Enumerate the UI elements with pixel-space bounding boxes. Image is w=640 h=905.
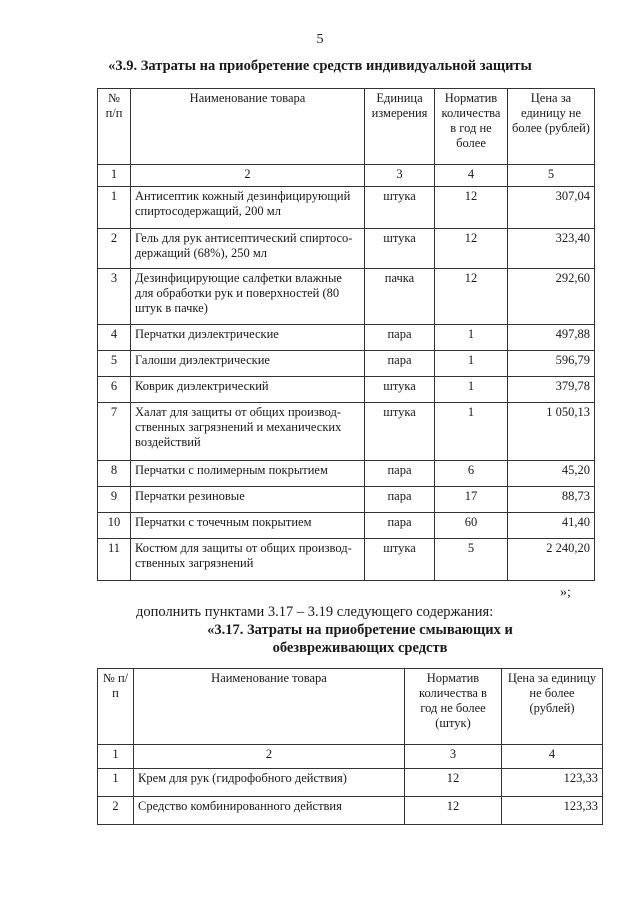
product-name: Галоши диэлектрические bbox=[131, 351, 365, 377]
unit: штука bbox=[365, 403, 435, 461]
ppe-costs-table bbox=[97, 88, 595, 581]
row-number: 2 bbox=[98, 797, 134, 825]
table-header-row bbox=[98, 89, 595, 165]
product-name: Средство комбинированного действия bbox=[134, 797, 405, 825]
product-name: Перчатки резиновые bbox=[131, 487, 365, 513]
norm: 12 bbox=[435, 187, 508, 229]
product-name: Гель для рук антисептический спиртосо-держащий (68%), 250 мл bbox=[131, 229, 365, 269]
price: 379,78 bbox=[508, 377, 595, 403]
row-number: 5 bbox=[98, 351, 131, 377]
index-cell: 5 bbox=[508, 165, 595, 187]
price: 497,88 bbox=[508, 325, 595, 351]
price: 123,33 bbox=[502, 797, 603, 825]
unit: пара bbox=[365, 351, 435, 377]
unit: пара bbox=[365, 461, 435, 487]
table-row bbox=[98, 377, 595, 403]
row-number: 8 bbox=[98, 461, 131, 487]
table-row bbox=[98, 351, 595, 377]
header-norm: Норматив количества в год не более (штук) bbox=[405, 669, 502, 745]
price: 307,04 bbox=[508, 187, 595, 229]
section-3-9-title: «3.9. Затраты на приобретение средств индивидуальной защиты bbox=[108, 58, 532, 74]
norm: 5 bbox=[435, 539, 508, 581]
norm: 17 bbox=[435, 487, 508, 513]
index-cell: 4 bbox=[502, 745, 603, 769]
unit: пара bbox=[365, 487, 435, 513]
norm: 1 bbox=[435, 403, 508, 461]
product-name: Дезинфицирующие салфетки влажные для обработки рук и поверхностей (80 штук в пачке) bbox=[131, 269, 365, 325]
table-row bbox=[98, 187, 595, 229]
index-cell: 4 bbox=[435, 165, 508, 187]
row-number: 6 bbox=[98, 377, 131, 403]
row-number: 9 bbox=[98, 487, 131, 513]
unit: штука bbox=[365, 539, 435, 581]
table-row bbox=[98, 797, 603, 825]
norm: 12 bbox=[435, 229, 508, 269]
section-3-17-title: «3.17. Затраты на приобретение смывающих и обезвреживающих средств bbox=[207, 622, 513, 656]
unit: штука bbox=[365, 187, 435, 229]
unit: пачка bbox=[365, 269, 435, 325]
row-number: 10 bbox=[98, 513, 131, 539]
row-number: 1 bbox=[98, 769, 134, 797]
price: 123,33 bbox=[502, 769, 603, 797]
table-row bbox=[98, 539, 595, 581]
index-cell: 3 bbox=[365, 165, 435, 187]
price: 2 240,20 bbox=[508, 539, 595, 581]
product-name: Перчатки с полимерным покрытием bbox=[131, 461, 365, 487]
table-row bbox=[98, 461, 595, 487]
row-number: 4 bbox=[98, 325, 131, 351]
unit: пара bbox=[365, 325, 435, 351]
table-header-row bbox=[98, 669, 603, 745]
norm: 12 bbox=[405, 797, 502, 825]
product-name: Антисептик кожный дезинфицирующий спиртосодержащий, 200 мл bbox=[131, 187, 365, 229]
product-name: Перчатки с точечным покрытием bbox=[131, 513, 365, 539]
table-row bbox=[98, 487, 595, 513]
product-name: Костюм для защиты от общих производ-ственных загрязнений bbox=[131, 539, 365, 581]
index-cell: 1 bbox=[98, 745, 134, 769]
unit: штука bbox=[365, 229, 435, 269]
product-name: Халат для защиты от общих производ-ственных загрязнений и механических воздействий bbox=[131, 403, 365, 461]
row-number: 1 bbox=[98, 187, 131, 229]
product-name: Коврик диэлектрический bbox=[131, 377, 365, 403]
table-index-row bbox=[98, 745, 603, 769]
product-name: Крем для рук (гидрофобного действия) bbox=[134, 769, 405, 797]
norm: 60 bbox=[435, 513, 508, 539]
index-cell: 2 bbox=[134, 745, 405, 769]
row-number: 3 bbox=[98, 269, 131, 325]
header-norm: Норматив количества в год не более bbox=[435, 89, 508, 165]
table-row bbox=[98, 513, 595, 539]
unit: пара bbox=[365, 513, 435, 539]
header-product-name: Наименование товара bbox=[134, 669, 405, 745]
norm: 1 bbox=[435, 351, 508, 377]
price: 45,20 bbox=[508, 461, 595, 487]
header-number: № п/п bbox=[98, 669, 134, 745]
row-number: 7 bbox=[98, 403, 131, 461]
table-row bbox=[98, 229, 595, 269]
table-row bbox=[98, 403, 595, 461]
price: 41,40 bbox=[508, 513, 595, 539]
row-number: 11 bbox=[98, 539, 131, 581]
index-cell: 3 bbox=[405, 745, 502, 769]
price: 292,60 bbox=[508, 269, 595, 325]
table-row bbox=[98, 325, 595, 351]
unit: штука bbox=[365, 377, 435, 403]
row-number: 2 bbox=[98, 229, 131, 269]
norm: 12 bbox=[405, 769, 502, 797]
price: 88,73 bbox=[508, 487, 595, 513]
closing-quote: »; bbox=[560, 585, 571, 600]
table-index-row bbox=[98, 165, 595, 187]
index-cell: 2 bbox=[131, 165, 365, 187]
cleaning-agents-table bbox=[97, 668, 603, 825]
header-product-name: Наименование товара bbox=[131, 89, 365, 165]
price: 596,79 bbox=[508, 351, 595, 377]
norm: 1 bbox=[435, 325, 508, 351]
table-row bbox=[98, 269, 595, 325]
table-row bbox=[98, 769, 603, 797]
header-unit: Единица измерения bbox=[365, 89, 435, 165]
header-price: Цена за единицу не более (рублей) bbox=[508, 89, 595, 165]
norm: 12 bbox=[435, 269, 508, 325]
price: 323,40 bbox=[508, 229, 595, 269]
index-cell: 1 bbox=[98, 165, 131, 187]
price: 1 050,13 bbox=[508, 403, 595, 461]
header-price: Цена за единицу не более (рублей) bbox=[502, 669, 603, 745]
page-number: 5 bbox=[316, 32, 324, 47]
header-number: № п/п bbox=[98, 89, 131, 165]
norm: 6 bbox=[435, 461, 508, 487]
product-name: Перчатки диэлектрические bbox=[131, 325, 365, 351]
amendment-paragraph: дополнить пунктами 3.17 – 3.19 следующего содержания: bbox=[136, 604, 494, 620]
norm: 1 bbox=[435, 377, 508, 403]
